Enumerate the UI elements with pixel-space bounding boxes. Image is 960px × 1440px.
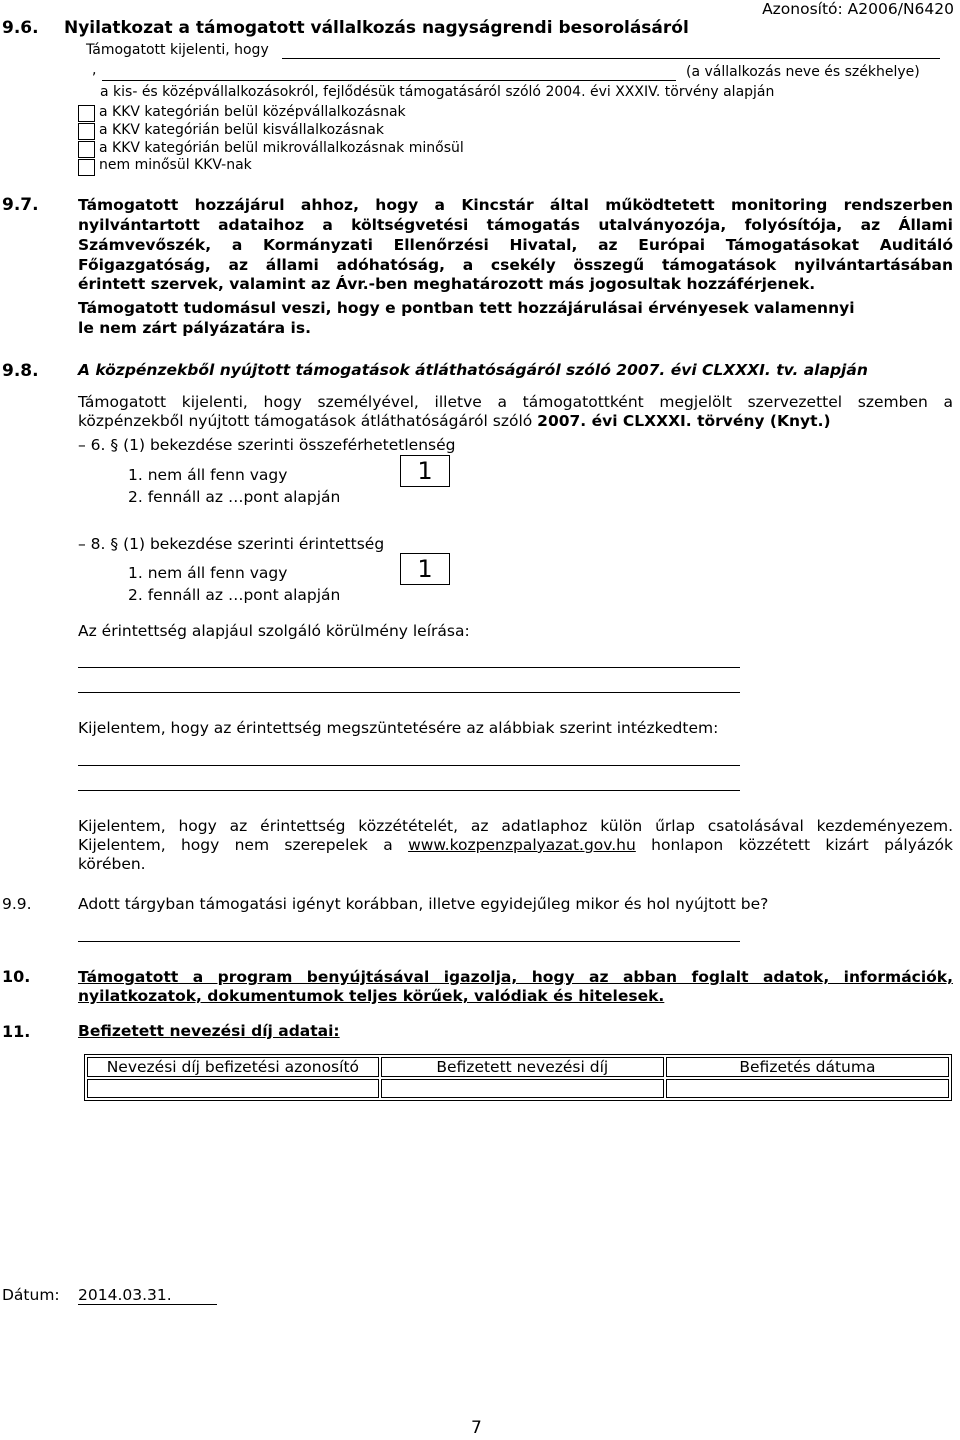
option-medium-enterprise: a KKV kategórián belül középvállalkozásnak [99,104,406,120]
declaration-line-2 [78,412,831,430]
involvement-option-2: 2. fennáll az …pont alapján [128,586,341,604]
involvement-basis-label: Az érintettség alapjául szolgáló körülmény leírása: [78,622,470,640]
section-10-number: 10. [2,967,31,986]
company-name-line-2[interactable] [102,80,676,81]
section-9-8-number: 9.8. [2,361,39,381]
section-9-8-title: A közpénzekből nyújtott támogatások átláthatóságáról szóló 2007. évi CLXXXI. tv. alapján [78,361,868,379]
section-11-title: Befizetett nevezési díj adatai: [78,1022,340,1040]
date-underline [78,1304,217,1305]
header-fee-amount: Befizetett nevezési díj [381,1057,664,1077]
measures-line-1[interactable] [78,765,740,766]
section-9-6-number: 9.6. [2,18,39,38]
acknowledge-line-1: Támogatott tudomásul veszi, hogy e pontban tett hozzájárulásai érvényesek valamennyi [78,299,855,317]
declaration-line-1: Támogatott kijelenti, hogy személyével, illetve a támogatottként megjelölt szervezettel szemben a [78,393,953,411]
cell-payment-id[interactable] [87,1079,379,1098]
option-small-enterprise: a KKV kategórián belül kisvállalkozásnak [99,122,384,138]
incompatibility-answer-box[interactable]: 1 [400,455,450,487]
publish-line-3: körében. [78,855,146,873]
measures-line-2[interactable] [78,790,740,791]
header-payment-date: Befizetés dátuma [666,1057,949,1077]
header-payment-id: Nevezési díj befizetési azonosító [87,1057,379,1077]
section-9-6-title: Nyilatkozat a támogatott vállalkozás nagyságrendi besorolásáról [64,18,689,38]
intro-text: Támogatott kijelenti, hogy [86,42,269,58]
measures-label: Kijelentem, hogy az érintettség megszüntetésére az alábbiak szerint intézkedtem: [78,719,719,737]
checkbox-medium-enterprise[interactable] [78,105,95,122]
previous-application-line[interactable] [78,941,740,942]
publish-line-2 [78,835,953,855]
cell-fee-amount[interactable] [381,1079,664,1098]
option-not-sme: nem minősül KKV-nak [99,157,252,173]
publish-line-2-end: honlapon közzétett kizárt pályázók [651,836,953,854]
checkbox-not-sme[interactable] [78,159,95,176]
option-micro-enterprise: a KKV kategórián belül mikrovállalkozásnak minősül [99,140,464,156]
section-9-7-number: 9.7. [2,195,39,215]
section-11-number: 11. [2,1022,31,1041]
publish-line-2-start: Kijelentem, hogy nem szerepelek a [78,836,393,854]
law-line: a kis- és középvállalkozásokról, fejlődésük támogatásáról szóló 2004. évi XXXIV. törvény alapján [100,84,775,100]
checkbox-small-enterprise[interactable] [78,123,95,140]
involvement-option-1: 1. nem áll fenn vagy [128,564,288,582]
incompatibility-heading: – 6. § (1) bekezdése szerinti összeférhetetlenség [78,436,456,454]
fee-table-header-row [87,1057,949,1077]
consent-line-2: nyilvántartott adataihoz a költségvetési támogatás utalványozója, folyósítója, az Állami [78,216,953,234]
document-identifier: Azonosító: A2006/N6420 [762,0,954,18]
company-name-hint: (a vállalkozás neve és székhelye) [686,64,920,80]
consent-line-1: Támogatott hozzájárul ahhoz, hogy a Kincstár által működtetett monitoring rendszerben [78,196,953,214]
consent-line-5: érintett szervek, valamint az Ávr.-ben meghatározott más jogosultak hozzáférjenek. [78,275,816,293]
company-name-line-1[interactable] [282,58,940,59]
cell-payment-date[interactable] [666,1079,949,1098]
publish-line-1: Kijelentem, hogy az érintettség közzétételét, az adatlaphoz külön űrlap csatolásával kezdeményezem. [78,817,953,835]
certification-line-1: Támogatott a program benyújtásával igazolja, hogy az abban foglalt adatok, információk, [78,968,953,986]
fee-table-row [87,1079,949,1098]
checkbox-micro-enterprise[interactable] [78,141,95,158]
fee-table [84,1054,952,1101]
page-number: 7 [471,1418,482,1438]
involvement-answer-box[interactable]: 1 [400,553,450,585]
consent-line-4: Főigazgatóság, az állami adóhatóság, a csekély összegű támogatások nyilvántartásában [78,256,953,274]
previous-application-question: Adott tárgyban támogatási igényt korábban, illetve egyidejűleg mikor és hol nyújtott be? [78,895,769,913]
incompatibility-option-2: 2. fennáll az …pont alapján [128,488,341,506]
declaration-line-2-text: közpénzekből nyújtott támogatások átláthatóságáról szóló [78,412,538,430]
kozpenzpalyazat-link[interactable]: www.kozpenzpalyazat.gov.hu [408,836,636,854]
date-value: 2014.03.31. [78,1286,172,1304]
section-9-9-number: 9.9. [2,895,32,913]
involvement-basis-line-2[interactable] [78,692,740,693]
comma: , [92,62,97,78]
incompatibility-option-1: 1. nem áll fenn vagy [128,466,288,484]
acknowledge-line-2: le nem zárt pályázatára is. [78,319,311,337]
involvement-basis-line-1[interactable] [78,667,740,668]
certification-line-2: nyilatkozatok, dokumentumok teljes körűek, valódiak és hitelesek. [78,987,665,1005]
consent-line-3: Számvevőszék, a Kormányzati Ellenőrzési Hivatal, az Európai Támogatásokat Auditáló [78,236,953,254]
declaration-law-ref: 2007. évi CLXXXI. törvény (Knyt.) [537,412,831,430]
involvement-heading: – 8. § (1) bekezdése szerinti érintettség [78,535,385,553]
date-label: Dátum: [2,1286,60,1304]
